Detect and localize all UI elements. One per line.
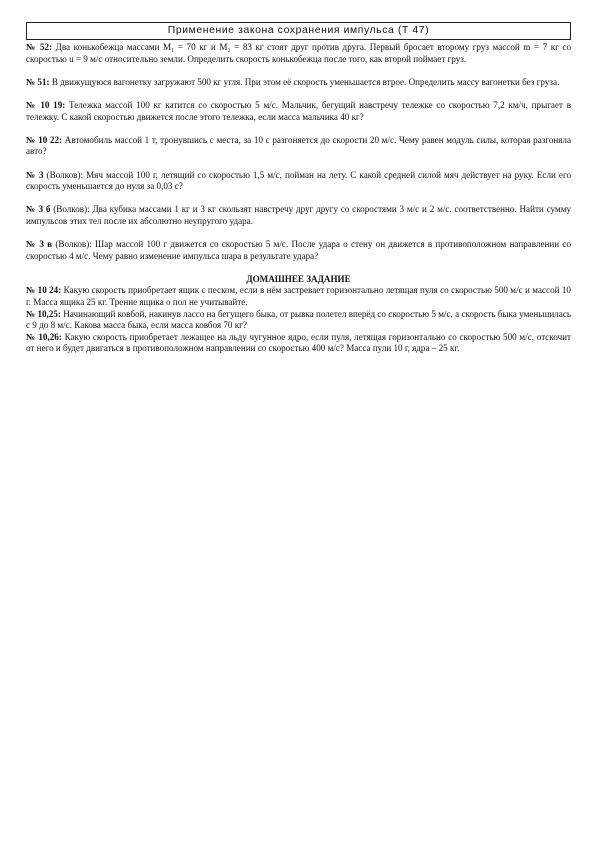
problem-number: № 3 б — [26, 204, 51, 215]
problem-text: Какую скорость приобретает лежащее на льду чугунное ядро, если пуля, летящая горизонтально со скоростью 500 м/с, отскочит от него и будет двигаться в противоположном направлении со скоростью 400 м/с? Масса пули 10 г, ядра – 25 кг. — [26, 331, 571, 354]
problem-text: Какую скорость приобретает ящик с песком, если в нём застревает горизонтально летящая пуля со скоростью 500 м/с и массой 10 г. Масса ящика 25 кг. Трение ящика о пол не учитывайте. — [26, 285, 571, 308]
problem-number: № 10,26: — [26, 331, 62, 342]
problem-text: Автомобиль массой 1 т, тронувшись с места, за 10 с разгоняется до скорости 20 м/с. Чему равен модуль силы, которая разгоняла авто? — [26, 134, 572, 157]
problem-number: № 51: — [26, 76, 50, 87]
problem-52 — [26, 42, 571, 65]
problem-number: № 3 — [26, 169, 44, 180]
problem-text: (Волков): Шар массой 100 г движется со скоростью 5 м/с. После удара о стену он движется в противоположном направлении со скоростью 4 м/с. Чему равно изменение импульса шара в результате удара? — [26, 239, 571, 261]
worksheet-title: Применение закона сохранения импульса (Т 47) — [26, 22, 571, 40]
problem-number: № 52: — [26, 42, 53, 52]
problem-3-volkov — [26, 170, 571, 193]
problem-text: (Волков): Два кубика массами 1 кг и 3 кг скользят навстречу друг другу со скоростями 3 м/с и 2 м/с. соответственно. Найти сумму импульсов этих тел после их абсолютно неупругого удара. — [26, 204, 572, 226]
worksheet-page — [26, 22, 571, 355]
homework-heading: ДОМАШНЕЕ ЗАДАНИЕ — [246, 273, 351, 284]
problem-text: Тележка массой 100 кг катится со скоростью 5 м/с. Мальчик, бегущий навстречу тележке со скоростью 7,2 км/ч, прыгает в тележку. С какой скоростью движется после этого тележка, если масса мальчика 40 кг? — [26, 99, 571, 122]
problem-number: № 10,25: — [26, 308, 61, 319]
problem-3v-volkov — [26, 239, 571, 262]
problem-51 — [26, 77, 571, 89]
problem-text: (Волков): Мяч массой 100 г, летящий со скоростью 1,5 м/с, пойман на лету. С какой средней силой мяч действует на руку. Если его скорость уменьшается до нуля за 0,03 с? — [26, 169, 571, 192]
problem-text: Два конькобежца массами М₁ = 70 кг и М₂ = 83 кг стоят друг против друга. Первый бросает второму груз массой m = 7 кг со скоростью u = 9 м/с относительно земли. Определить скорость конькобежца после того, как второй поймает груз. — [26, 42, 571, 64]
problem-text: В движущуюся вагонетку загружают 500 кг угля. При этом её скорость уменьшается втрое. Определить массу вагонетки без груза. — [49, 76, 560, 87]
problem-10-19 — [26, 100, 571, 123]
problem-3b-volkov — [26, 204, 571, 227]
problem-number: № 3 в — [26, 239, 53, 250]
homework-10-24 — [26, 285, 571, 308]
homework-10-26 — [26, 332, 571, 355]
problem-10-22 — [26, 135, 571, 158]
problem-number: № 10 24: — [26, 285, 62, 296]
homework-10-25 — [26, 309, 571, 332]
problem-text: Начинающий ковбой, накинув лассо на бегущего быка, от рывка полетел вперёд со скоростью 5 м/с, а скорость быка уменьшилась с 9 до 8 м/с. Какова масса быка, если масса ковбоя 70 кг? — [26, 308, 572, 331]
problem-number: № 10 19: — [26, 99, 66, 110]
problem-number: № 10 22: — [26, 134, 63, 145]
